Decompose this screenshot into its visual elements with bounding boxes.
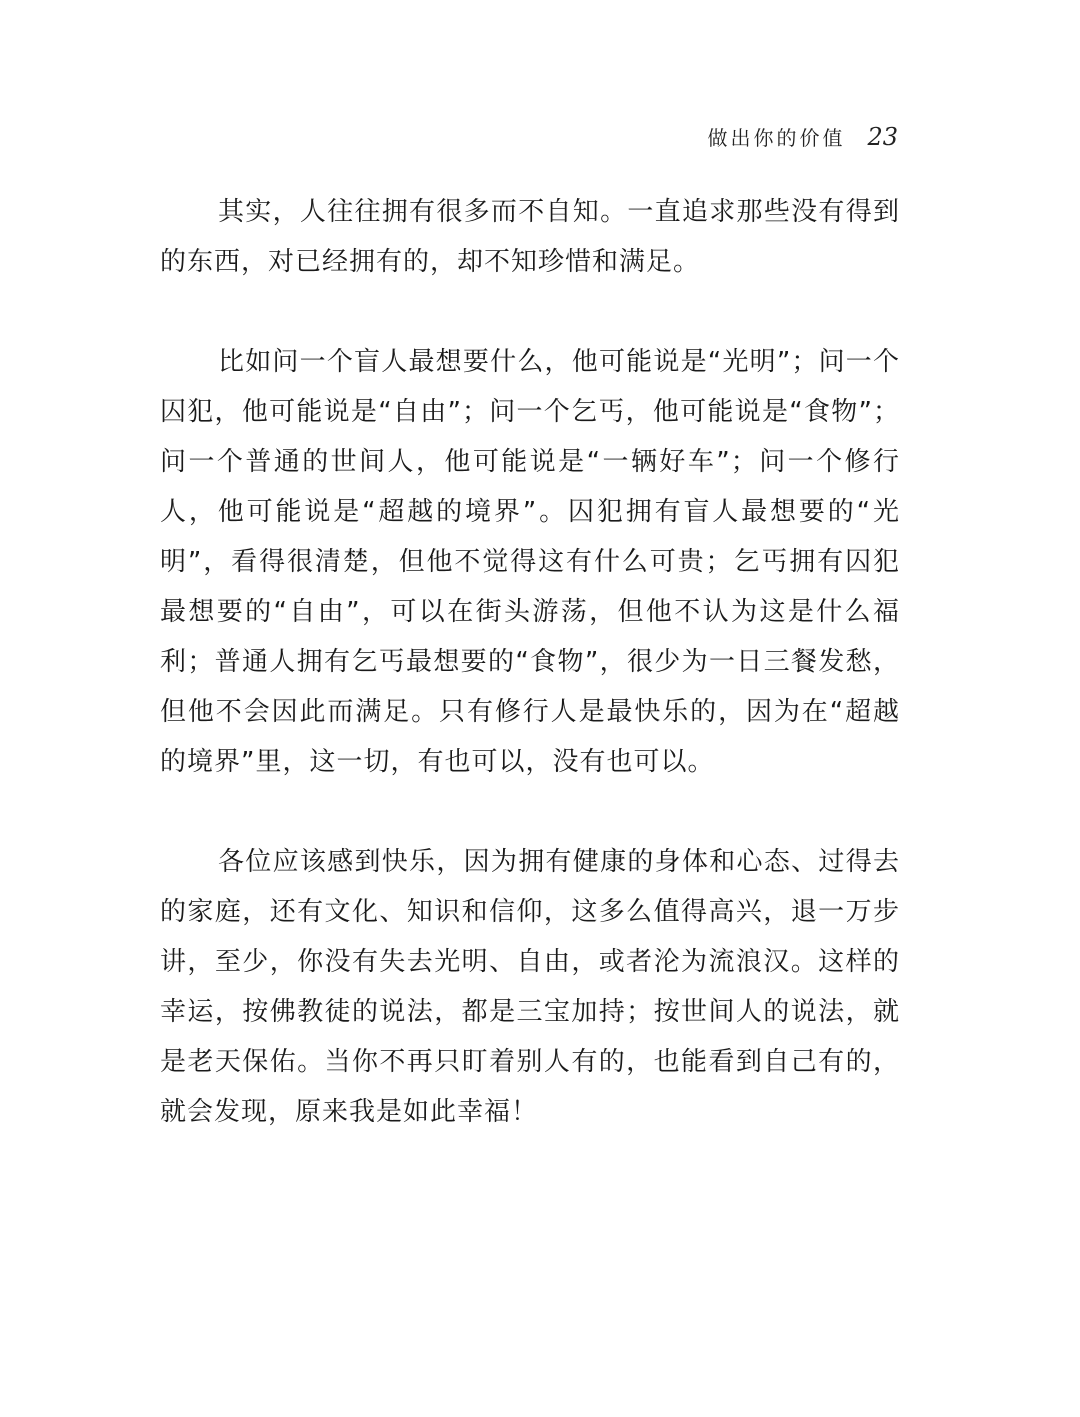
page-header: [707, 122, 898, 151]
paragraph: 各位应该感到快乐，因为拥有健康的身体和心态、过得去的家庭，还有文化、知识和信仰，这多么值得高兴，退一万步讲，至少，你没有失去光明、自由，或者沦为流浪汉。这样的幸运，按佛教徒的说法，都是三宝加持；按世间人的说法，就是老天保佑。当你不再只盯着别人有的，也能看到自己有的，就会发现，原来我是如此幸福！: [160, 847, 900, 1127]
paragraph: 比如问一个盲人最想要什么，他可能说是“光明”；问一个囚犯，他可能说是“自由”；问一个乞丐，他可能说是“食物”；问一个普通的世间人，他可能说是“一辆好车”；问一个修行人，他可能说是“超越的境界”。囚犯拥有盲人最想要的“光明”，看得很清楚，但他不觉得这有什么可贵；乞丐拥有囚犯最想要的“自由”，可以在街头游荡，但他不认为这是什么福利；普通人拥有乞丐最想要的“食物”，很少为一日三餐发愁，但他不会因此而满足。只有修行人是最快乐的，因为在“超越的境界”里，这一切，有也可以，没有也可以。: [160, 347, 900, 777]
running-title: 做出你的价值: [707, 126, 846, 150]
paragraph: 其实，人往往拥有很多而不自知。一直追求那些没有得到的东西，对已经拥有的，却不知珍惜和满足。: [160, 197, 900, 277]
body-text: [160, 187, 900, 1187]
page-number: 23: [867, 123, 898, 151]
